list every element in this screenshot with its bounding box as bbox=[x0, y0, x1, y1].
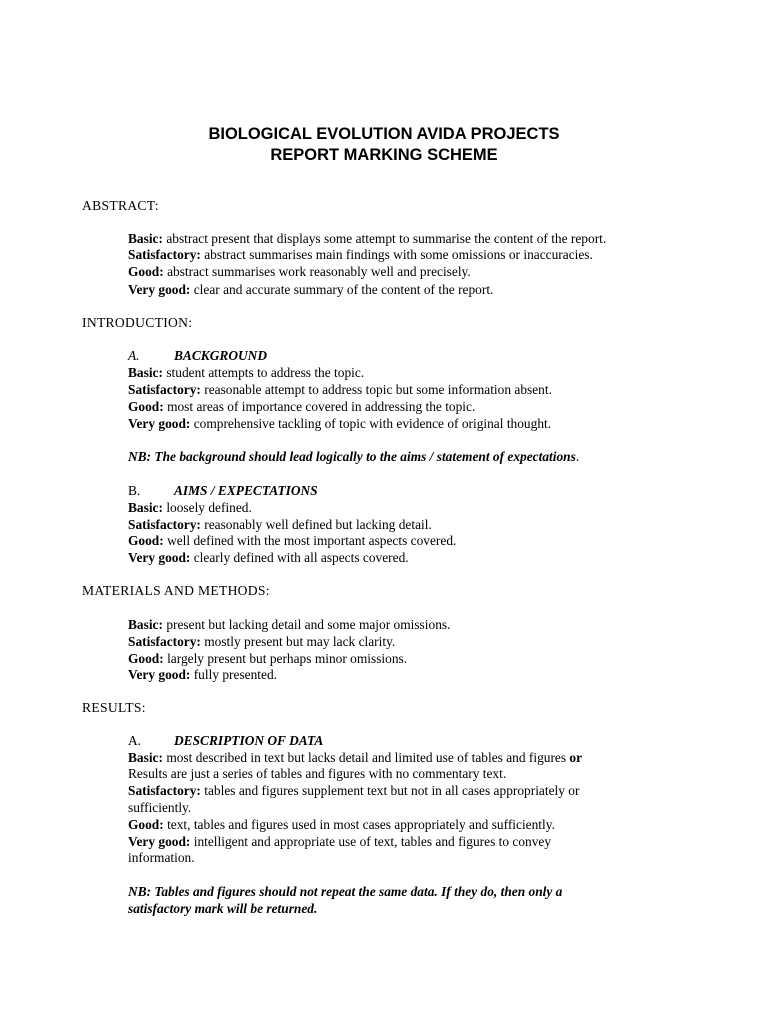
title-line-2: REPORT MARKING SCHEME bbox=[270, 146, 498, 164]
background-satisfactory bbox=[128, 382, 552, 398]
subsection-name: DESCRIPTION OF DATA bbox=[174, 733, 324, 748]
criterion-text: reasonable attempt to address topic but some information absent. bbox=[200, 382, 552, 397]
criterion-label: Very good: bbox=[128, 550, 191, 565]
description-satisfactory-line2: sufficiently. bbox=[128, 800, 192, 815]
criterion-label: Basic: bbox=[128, 365, 163, 380]
description-subheading bbox=[128, 733, 323, 749]
subsection-name: BACKGROUND bbox=[174, 348, 268, 363]
criterion-label: Good: bbox=[128, 817, 164, 832]
or-text: or bbox=[569, 750, 583, 765]
criterion-label: Basic: bbox=[128, 500, 163, 515]
criterion-label: Good: bbox=[128, 264, 164, 279]
description-basic-line2: Results are just a series of tables and figures with no commentary text. bbox=[128, 766, 507, 781]
description-good bbox=[128, 817, 555, 833]
criterion-text: student attempts to address the topic. bbox=[162, 365, 365, 380]
criterion-label: Basic: bbox=[128, 750, 163, 765]
abstract-good bbox=[128, 264, 471, 280]
criterion-text: abstract summarises main findings with some omissions or inaccuracies. bbox=[200, 247, 593, 262]
aims-very-good bbox=[128, 550, 409, 566]
methods-basic bbox=[128, 617, 450, 633]
abstract-heading: ABSTRACT: bbox=[82, 198, 159, 213]
abstract-basic bbox=[128, 231, 606, 247]
criterion-label: Very good: bbox=[128, 282, 191, 297]
introduction-heading: INTRODUCTION: bbox=[82, 315, 193, 330]
description-very-good bbox=[128, 834, 551, 850]
subsection-name: AIMS / EXPECTATIONS bbox=[174, 483, 318, 498]
criterion-text: abstract present that displays some attempt to summarise the content of the report. bbox=[162, 231, 607, 246]
title-line-1: BIOLOGICAL EVOLUTION AVIDA PROJECTS bbox=[208, 125, 560, 143]
note-period: . bbox=[575, 449, 580, 464]
criterion-text: clear and accurate summary of the content of the report. bbox=[190, 282, 494, 297]
criterion-label: Satisfactory: bbox=[128, 517, 201, 532]
criterion-text: well defined with the most important aspects covered. bbox=[163, 533, 457, 548]
methods-good bbox=[128, 651, 407, 667]
aims-subheading bbox=[128, 483, 318, 499]
background-note bbox=[128, 449, 579, 465]
criterion-label: Satisfactory: bbox=[128, 634, 201, 649]
criterion-label: Satisfactory: bbox=[128, 382, 201, 397]
subsection-letter: A. bbox=[128, 733, 142, 748]
description-very-good-line2: information. bbox=[128, 850, 195, 865]
description-satisfactory bbox=[128, 783, 579, 799]
criterion-text: clearly defined with all aspects covered. bbox=[190, 550, 409, 565]
methods-heading: MATERIALS AND METHODS: bbox=[82, 583, 270, 598]
criterion-text: intelligent and appropriate use of text, tables and figures to convey bbox=[190, 834, 552, 849]
criterion-text: most areas of importance covered in addressing the topic. bbox=[163, 399, 476, 414]
abstract-very-good bbox=[128, 282, 493, 298]
results-note-line-2: satisfactory mark will be returned. bbox=[128, 901, 318, 916]
methods-very-good bbox=[128, 667, 277, 683]
criterion-label: Good: bbox=[128, 533, 164, 548]
description-basic bbox=[128, 750, 582, 766]
criterion-label: Very good: bbox=[128, 834, 191, 849]
methods-satisfactory bbox=[128, 634, 395, 650]
criterion-text: most described in text but lacks detail and limited use of tables and figures bbox=[162, 750, 570, 765]
criterion-text: reasonably well defined but lacking detail. bbox=[200, 517, 432, 532]
background-good bbox=[128, 399, 475, 415]
criterion-text: mostly present but may lack clarity. bbox=[200, 634, 396, 649]
background-subheading bbox=[128, 348, 267, 364]
criterion-text: abstract summarises work reasonably well and precisely. bbox=[163, 264, 471, 279]
criterion-text: comprehensive tackling of topic with evidence of original thought. bbox=[190, 416, 552, 431]
criterion-text: largely present but perhaps minor omissions. bbox=[163, 651, 408, 666]
aims-basic bbox=[128, 500, 252, 516]
criterion-label: Very good: bbox=[128, 416, 191, 431]
criterion-label: Good: bbox=[128, 651, 164, 666]
criterion-label: Satisfactory: bbox=[128, 783, 201, 798]
aims-good bbox=[128, 533, 456, 549]
subsection-letter: A. bbox=[128, 348, 140, 363]
criterion-label: Satisfactory: bbox=[128, 247, 201, 262]
background-basic bbox=[128, 365, 364, 381]
criterion-label: Basic: bbox=[128, 231, 163, 246]
background-very-good bbox=[128, 416, 551, 432]
results-heading: RESULTS: bbox=[82, 700, 146, 715]
criterion-text: present but lacking detail and some major omissions. bbox=[162, 617, 451, 632]
criterion-text: text, tables and figures used in most cases appropriately and sufficiently. bbox=[163, 817, 555, 832]
aims-satisfactory bbox=[128, 517, 432, 533]
note-text: NB: The background should lead logically to the aims / statement of expectations bbox=[128, 449, 576, 464]
abstract-satisfactory bbox=[128, 247, 593, 263]
criterion-label: Basic: bbox=[128, 617, 163, 632]
criterion-text: loosely defined. bbox=[162, 500, 252, 515]
criterion-label: Very good: bbox=[128, 667, 191, 682]
results-note-line-1: NB: Tables and figures should not repeat the same data. If they do, then only a bbox=[128, 884, 563, 899]
criterion-text: tables and figures supplement text but not in all cases appropriately or bbox=[200, 783, 580, 798]
criterion-label: Good: bbox=[128, 399, 164, 414]
subsection-letter: B. bbox=[128, 483, 141, 498]
criterion-text: fully presented. bbox=[190, 667, 278, 682]
